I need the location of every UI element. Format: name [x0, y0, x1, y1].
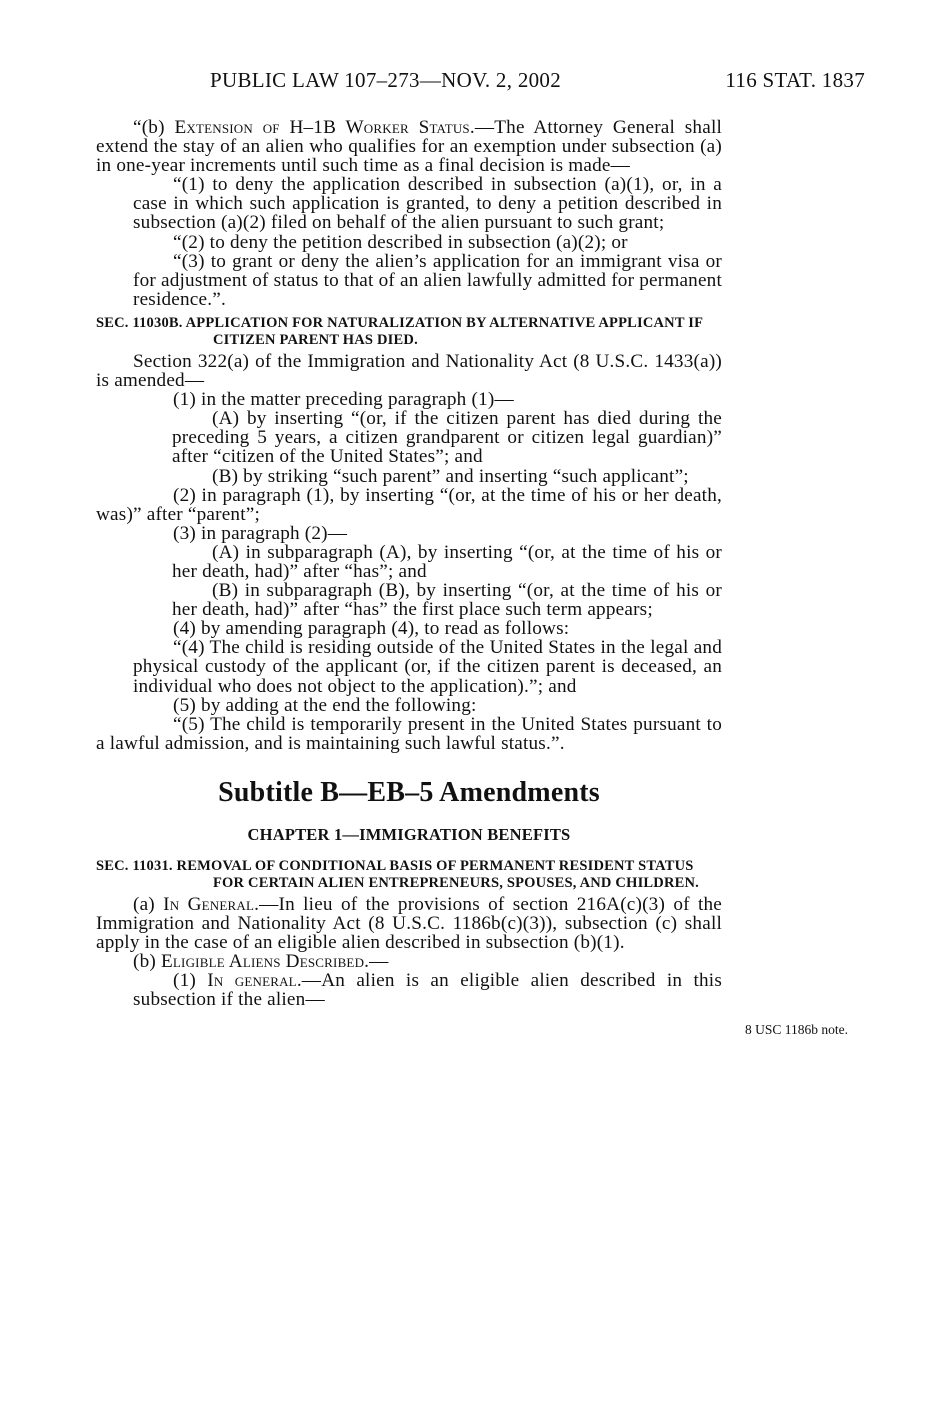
amendment-4: (4) by amending paragraph (4), to read as follows: — [173, 618, 570, 640]
subsection-b-heading: Eligible Aliens Described — [160, 951, 365, 973]
statute-page-number: 116 STAT. 1837 — [725, 68, 865, 92]
extension-item-2: “(2) to deny the petition described in subsection (a)(2); or — [173, 231, 628, 253]
paragraph-b1: (1) In general.—An alien is an eligible alien described in this subsection if the alien— — [133, 970, 722, 1011]
amendment-1b: (B) by striking “such parent” and inserting “such applicant”; — [212, 465, 689, 487]
extension-heading: Extension of H–1B Worker Status — [174, 117, 470, 138]
extension-item-1: “(1) to deny the application described in subsection (a)(1), or, in a case in which such application is granted, to deny a petition described in subsection (a)(2) filed on behalf of the alien pursuant to such grant; — [133, 174, 722, 234]
amendment-1: (1) in the matter preceding paragraph (1)— — [173, 389, 514, 411]
amendment-3b: (B) in subparagraph (B), by inserting “(or, at the time of his or her death, had)” after “has” the first place such term appears; — [172, 580, 722, 621]
section-11031-heading: SEC. 11031. REMOVAL OF CONDITIONAL BASIS OF PERMANENT RESIDENT STATUS FOR CERTAIN ALIEN ENTREPRENEURS, SPOUSES, AND CHILDREN. — [96, 858, 699, 891]
page-body — [96, 118, 722, 1010]
subsection-b: (b) Eligible Aliens Described.— — [133, 951, 389, 973]
extension-item-3: “(3) to grant or deny the alien’s application for an immigrant visa or for adjustment of status to that of an alien lawfully admitted for permanent residence.”. — [133, 250, 722, 310]
header-title: PUBLIC LAW 107–273—NOV. 2, 2002 — [210, 68, 562, 92]
amendment-5: (5) by adding at the end the following: — [173, 694, 477, 716]
subsection-a: (a) In General.—In lieu of the provisions of section 216A(c)(3) of the Immigration and Nationality Act (8 U.S.C. 1186b(c)(3)), subsection (c) shall apply in the case of an eligible alien described in subsection (b)(1). — [96, 894, 722, 954]
section-11030b-heading: SEC. 11030B. APPLICATION FOR NATURALIZATION BY ALTERNATIVE APPLICANT IF CITIZEN PARENT HAS DIED. — [96, 314, 703, 348]
chapter-heading: CHAPTER 1—IMMIGRATION BENEFITS — [247, 824, 571, 844]
extension-paragraph: “(b) Extension of H–1B Worker Status.—The Attorney General shall extend the stay of an alien who qualifies for an exemption under subsection (a) in one-year increments until such time as a final decision is made— — [96, 117, 723, 177]
amendment-3: (3) in paragraph (2)— — [173, 522, 348, 544]
amendment-1a: (A) by inserting “(or, if the citizen parent has died during the preceding 5 years, a citizen grandparent or citizen legal guardian)” after “citizen of the United States”; and — [172, 408, 722, 468]
subtitle-heading: Subtitle B—EB–5 Amendments — [218, 776, 600, 808]
amendment-3a: (A) in subparagraph (A), by inserting “(or, at the time of his or her death, had)” after “has”; and — [172, 541, 722, 582]
page-header — [210, 68, 865, 93]
amendment-4-quote: “(4) The child is residing outside of the United States in the legal and physical custody of the applicant (or, if the citizen parent is deceased, an individual who does not object to the application).”; and — [133, 637, 722, 697]
subsection-a-heading: In General — [163, 894, 255, 915]
amendment-5-quote: “(5) The child is temporarily present in the United States pursuant to a lawful admission, and is maintaining such lawful status.”. — [96, 713, 722, 754]
section-11030b-intro: Section 322(a) of the Immigration and Nationality Act (8 U.S.C. 1433(a)) is amended— — [96, 350, 722, 392]
paragraph-b1-heading: In general — [207, 970, 297, 992]
margin-note: 8 USC 1186b note. — [745, 1022, 849, 1037]
amendment-2: (2) in paragraph (1), by inserting “(or, at the time of his or her death, was)” after “parent”; — [96, 484, 722, 525]
